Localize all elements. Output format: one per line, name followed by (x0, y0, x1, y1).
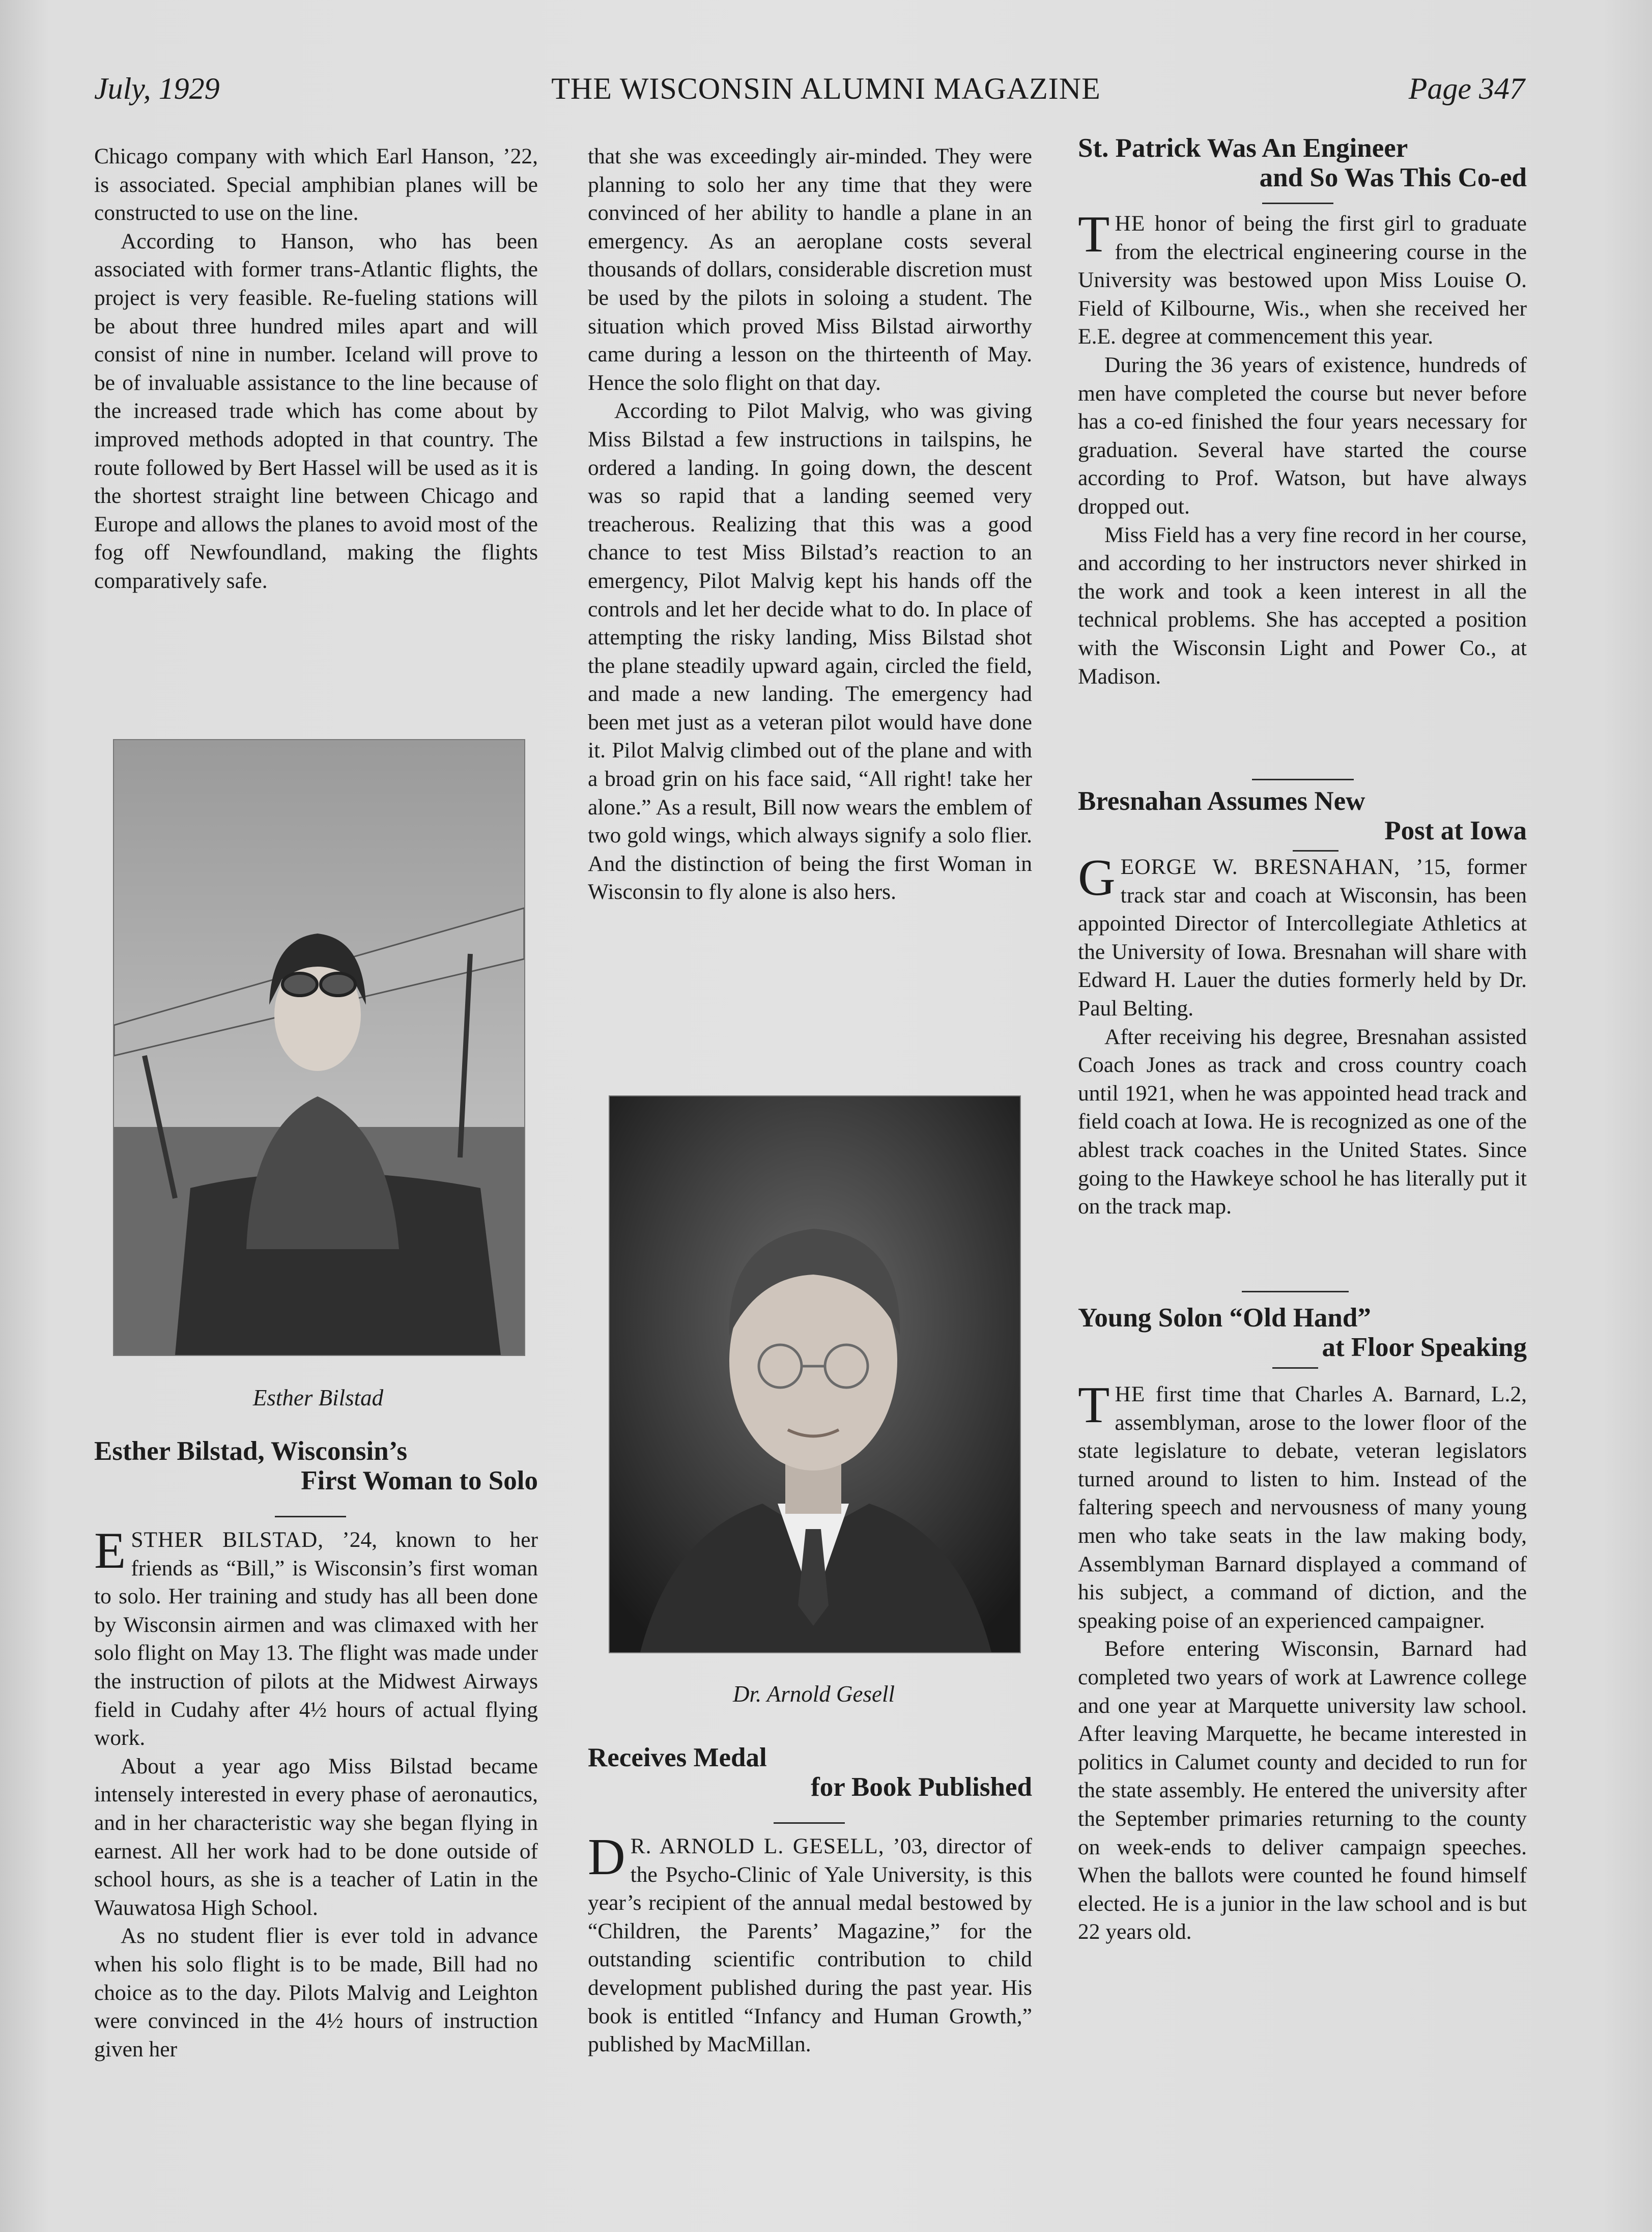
drop-cap: E (94, 1522, 126, 1579)
paragraph: During the 36 years of existence, hundreds of men have completed the course but never before has a co-ed finished the four years necessary for graduation. Several have started the course according to Prof. Watson, but have always dropped out. (1078, 352, 1527, 519)
paragraph: Before entering Wisconsin, Barnard had completed two years of work at Lawrence college and one year at Marquette university law school. After leaving Marquette, he became interested in politics in Calumet county and decided to run for the state assembly. He entered the university after the September primaries returning to the county on week-ends to deliver campaign speeches. When the ballots were counted he found himself elected. He is a junior in the law school and is but 22 years old. (1078, 1636, 1527, 1944)
paragraph: Miss Field has a very fine record in her course, and according to her instructors never shirked in the work and took a keen interest in all the technical problems. She has accepted a position with the Wisconsin Light and Power Co., at Madison. (1078, 522, 1527, 689)
article-charles-barnard (1078, 1376, 1527, 1946)
article-louise-field (1078, 206, 1527, 691)
divider (275, 1516, 346, 1517)
page-number: Page 347 (1408, 72, 1525, 105)
issue-date: July, 1929 (94, 72, 220, 105)
lead-paragraph: ESTHER BILSTAD, ’24, known to her friends as “Bill,” is Wisconsin’s first woman to solo. Her training and study has all been done by Wisconsin airmen and was climaxed with her solo flight on May 13. The flight was made under the instruction of pilots at the Midwest Airways field in Cudahy after 4½ hours of actual flying work. (94, 1522, 538, 1750)
photo-arnold-gesell (609, 1095, 1021, 1653)
divider (774, 1822, 845, 1824)
paragraph: As no student flier is ever told in advance when his solo flight is to be made, Bill had no choice as to the day. Pilots Malvig and Leighton were convinced in the 4½ hours of instruction given her (94, 1924, 538, 2061)
article-bresnahan (1078, 849, 1527, 1221)
lead-paragraph: D R. ARNOLD L. GESELL, ’03, director of the Psycho-Clinic of Yale University, is this year’s recipient of the annual medal bestowed by “Children, the Parents’ Magazine,” for the outstanding scientific contribution to child development published during the past year. His book is entitled “Infancy and Human Growth,” published by MacMillan. (588, 1828, 1033, 2057)
lead-paragraph: THE first time that Charles A. Barnard, L.2, assemblyman, arose to the lower floor of the state legislature to debate, veteran legislators turned around to listen to him. Instead of the faltering speech and nervousness of many young men who take seats in the law making body, Assemblyman Barnard displayed a command of his subject, a command of diction, and the speaking poise of an experienced campaigner. (1078, 1376, 1527, 1633)
column-1-continuation (94, 143, 538, 596)
photo-caption: Esther Bilstad (252, 1385, 384, 1410)
drop-cap: G (1078, 849, 1116, 907)
divider (1262, 203, 1333, 204)
divider (1242, 1291, 1349, 1292)
headline-bresnahan: Bresnahan Assumes New Post at Iowa (1078, 786, 1527, 845)
magazine-title: THE WISCONSIN ALUMNI MAGAZINE (551, 72, 1101, 105)
lead-paragraph: THE honor of being the first girl to graduate from the electrical engineering course in the University was bestowed upon Miss Louise O. Field of Kilbourne, Wis., when she received her E.E. degree at commencement this year. (1078, 206, 1527, 349)
divider (1252, 779, 1354, 780)
paragraph: Chicago company with which Earl Hanson, ’22, is associated. Special amphibian planes will be constructed to use on the line. (94, 144, 538, 225)
drop-cap: T (1078, 206, 1110, 263)
drop-cap: D (588, 1828, 625, 1886)
paragraph: According to Pilot Malvig, who was giving Miss Bilstad a few instructions in tailspins, he ordered a landing. In going down, the descent was so rapid that a landing seemed very treacherous. Realizing that this was a good chance to test Miss Bilstad’s reaction to an emergency, Pilot Malvig kept his hands off the controls and let her decide what to do. In place of attempting the risky landing, Miss Bilstad shot the plane steadily upward again, circled the field, and made a new landing. The emergency had been met just as a veteran pilot would have done it. Pilot Malvig climbed out of the plane and with a broad grin on his face said, “All right! take her alone.” As a result, Bill now wears the emblem of two gold wings, which always signify a solo flier. And the distinction of being the first Woman in Wisconsin to fly alone is also hers. (588, 399, 1032, 905)
headline-st-patrick: St. Patrick Was An Engineer and So Was This Co-ed (1078, 133, 1527, 192)
paragraph: After receiving his degree, Bresnahan assisted Coach Jones as track and cross country coach until 1921, when he was appointed head track and field coach at Iowa. He is recognized as one of the ablest track coaches in the United States. Since going to the Hawkeye school he has literally put it on the track map. (1078, 1024, 1527, 1219)
drop-cap: T (1078, 1376, 1110, 1434)
lead-paragraph: GEORGE W. BRESNAHAN, ’15, former track star and coach at Wisconsin, has been appointed Director of Intercollegiate Athletics at the University of Iowa. Bresnahan will share with Edward H. Lauer the duties formerly held by Dr. Paul Belting. (1078, 849, 1527, 1021)
column-2-continuation (588, 143, 1032, 907)
article-esther-bilstad (94, 1522, 538, 2064)
article-gesell-medal (588, 1828, 1033, 2059)
photo-caption: Dr. Arnold Gesell (733, 1681, 895, 1707)
headline-esther-bilstad: Esther Bilstad, Wisconsin’s First Woman to Solo (94, 1436, 538, 1495)
photo-esther-bilstad (113, 739, 525, 1356)
paragraph: According to Hanson, who has been associated with former trans-Atlantic flights, the project is very feasible. Re-fueling stations will be about three hundred miles apart and will consist of nine in number. Iceland will prove to be of invaluable assistance to the line because of the increased trade which has come about by improved methods adopted in that country. The route followed by Bert Hassel will be used as it is the shortest straight line between Chicago and Europe and allows the planes to avoid most of the fog off Newfoundland, making the flights comparatively safe. (94, 229, 538, 593)
gesell-portrait-image (610, 1096, 1020, 1652)
divider (1293, 850, 1338, 852)
paragraph: that she was exceedingly air-minded. They were planning to solo her any time that they were convinced of her ability to handle a plane in an emergency. As an aeroplane costs several thousands of dollars, considerable discretion must be used by the pilots in soloing a student. The situation which proved Miss Bilstad airworthy came during a lesson on the thirteenth of May. Hence the solo flight on that day. (588, 144, 1032, 395)
paragraph: About a year ago Miss Bilstad became intensely interested in every phase of aeronautics, and in her characteristic way she began flying in earnest. All her work had to be done outside of school hours, as she is a teacher of Latin in the Wauwatosa High School. (94, 1754, 538, 1920)
headline-gesell-medal: Receives Medal for Book Published (588, 1743, 1032, 1802)
aviator-portrait-image (114, 740, 524, 1355)
divider (1272, 1367, 1318, 1369)
headline-young-solon: Young Solon “Old Hand” at Floor Speaking (1078, 1303, 1527, 1362)
